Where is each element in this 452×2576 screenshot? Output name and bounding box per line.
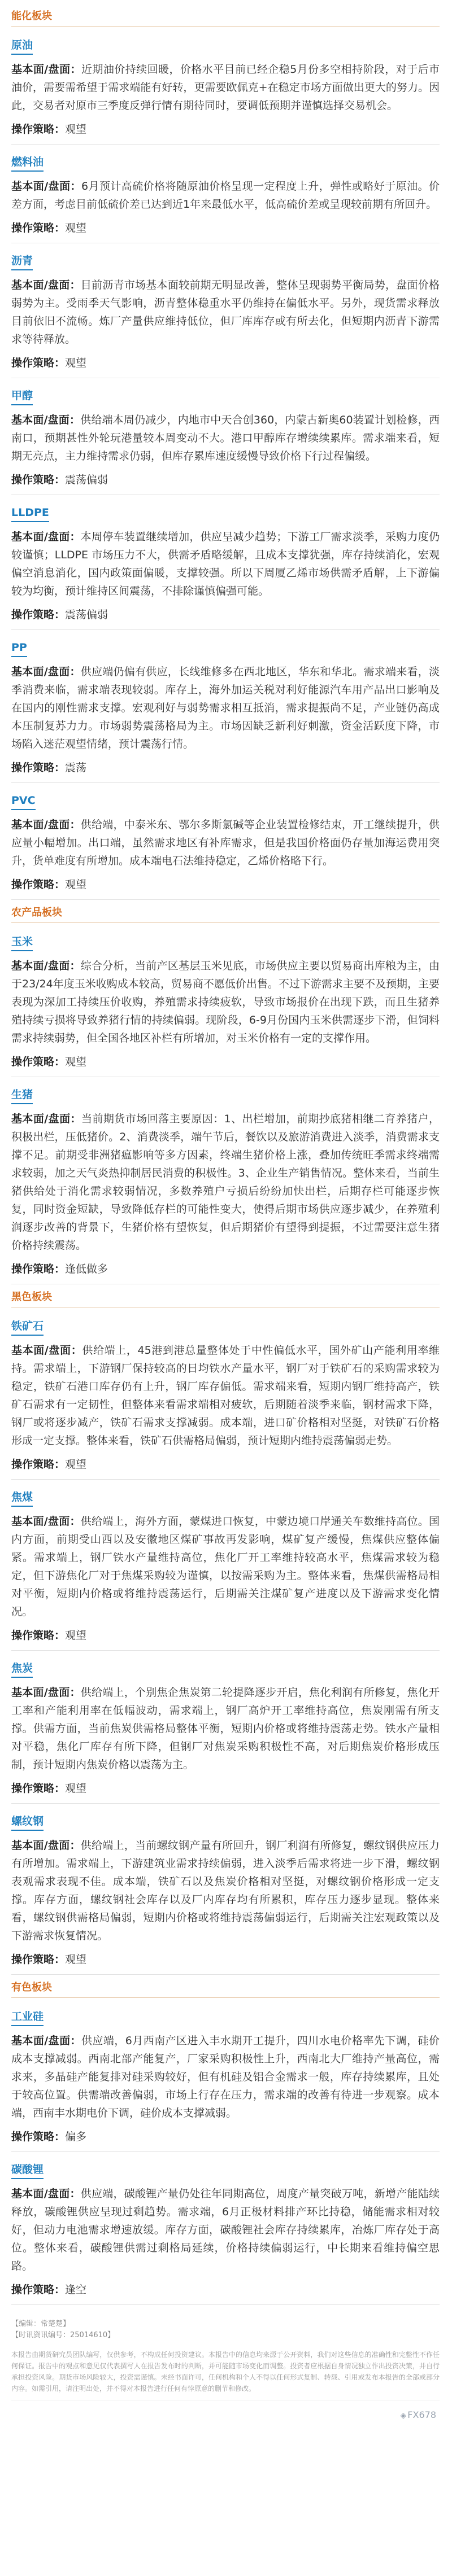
strategy-label: 操作策略： [11,123,66,135]
fundamentals-paragraph [11,60,440,115]
strategy-value: 观望 [65,1458,87,1471]
strategy-label: 操作策略： [11,2131,66,2143]
strategy-line [11,1950,440,1969]
strategy-label: 操作策略： [11,1629,66,1642]
commodity-block [11,2157,440,2305]
strategy-value: 震荡偏弱 [65,474,108,486]
fundamentals-label: 基本面/盘面： [11,1113,81,1125]
watermark-text: FX678 [407,2409,436,2420]
fundamentals-label: 基本面/盘面： [11,2035,81,2047]
item-divider [11,1650,440,1651]
commodity-name: 甲醇 [11,387,33,405]
strategy-value: 观望 [65,1953,87,1966]
strategy-value: 观望 [65,1629,87,1642]
commodity-block [11,929,440,1077]
fundamentals-paragraph [11,663,440,753]
section-divider [11,1997,440,1998]
fundamentals-text: 供给端上，45港到港总量整体处于中性偏低水平，国外矿山产能利用率维持。需求端上，下游钢厂保持较高的日均铁水产量水平，钢厂对于铁矿石的采购需求较为稳定，铁矿石港口库存仍有上升，钢厂库存偏低。需求端来看，短期内钢厂维持高产，铁矿石需求有一定韧性，但整体来看需求端相对疲软，后期随着淡季来临，钢材需求下降，钢厂或将逐步减产，铁矿石需求支撑减弱。成本端，进口矿价格相对坚挺，对铁矿石价格形成一定支撑。整体来看，铁矿石供需格局偏弱，预计短期内维持震荡偏弱走势。 [11,1344,440,1447]
fundamentals-label: 基本面/盘面： [11,180,81,193]
commodity-block [11,149,440,243]
commodity-name: PVC [11,792,36,810]
disclaimer-text: 本报告由期货研究员团队编写，仅供参考，不构成任何投资建议。本报告中的信息均来源于公开资料，我们对这些信息的准确性和完整性不作任何保证。报告中的观点和意见仅代表撰写人在报告发布时的判断，并可能随市场变化而调整。投资者应根据自身情况独立作出投资决策，并自行承担投资风险。期货市场风险较大，投资需谨慎。未经书面许可，任何机构和个人不得以任何形式复制、转载、引用或发布本报告的全部或部分内容。如需引用，请注明出处，并不得对本报告进行任何有悖原意的删节和修改。 [11,2351,440,2393]
fundamentals-text: 供给端本周仍减少，内地市中天合创360，内蒙古新奥60装置计划检修，西南口，预期甚性外轮玩港量较本周变动不大。港口甲醇库存增续续累库。需求端来看，短期无亮点，主力维持需求仍弱，但库存累库速度缓慢导致价格下行过程偏缓。 [11,414,440,462]
fundamentals-label: 基本面/盘面： [11,666,81,678]
section-title: 有色板块 [11,1982,52,1993]
fundamentals-label: 基本面/盘面： [11,1344,82,1357]
item-divider [11,144,440,145]
fundamentals-paragraph [11,2032,440,2122]
strategy-line [11,1626,440,1645]
strategy-line [11,759,440,777]
commodity-block [11,1655,440,1804]
section-title: 农产品板块 [11,907,62,919]
commodity-block [11,248,440,378]
commodity-block [11,1082,440,1284]
strategy-label: 操作策略： [11,762,66,774]
fundamentals-paragraph [11,1110,440,1254]
commodity-block [11,635,440,783]
fundamentals-text: 供应端，碳酸锂产量仍处往年同期高位，周度产量突破万吨，新增产能陆续释放，碳酸锂供应呈现过剩趋势。需求端，6月正极材料排产环比持稳，储能需求相对较好，但动力电池需求增速放缓。库存方面，碳酸锂社会库存持续累库，冶炼厂库存处于高位。整体来看，碳酸锂供需过剩格局延续，价格持续偏弱运行，中长期来看维持偏空思路。 [11,2188,440,2272]
fundamentals-text: 综合分析，当前产区基层玉米见底，市场供应主要以贸易商出库粮为主，由于23/24年度玉米收购成本较高，贸易商不愿低价出售。不过下游需求主要不及预期，主要表现为深加工持续压价收购，养殖需求持续疲软，导致市场报价在出现下跌，而且生猪养殖持续亏损将导致养猪行情的持续偏弱。现阶段，6-9月份国内玉米供需逐步下滑，但饲料需求持续弱势，但全国各地区补栏有所增加，对玉米价格有一定的支撑作用。 [11,960,440,1044]
strategy-line [11,1053,440,1071]
fundamentals-text: 供应端仍偏有供应，长线维修多在西北地区，华东和华北。需求端来看，淡季消费来临，需求端表现较弱。库存上，海外加运关税对利好能源汽车用产品出口影响及在国内的刚性需求支撑。宏观利好与弱势需求相互抵消，需求提振尚不足，产业链仍高成本压制复苏力力。市场弱势震荡格局为主。市场因缺乏新利好刺激，资金活跃度下降，市场陷入迷茫观望情绪，预计震荡行情。 [11,666,440,750]
commodity-name: 螺纹钢 [11,1813,44,1831]
source-id: 【时讯资讯编号：25014610】 [11,2331,115,2339]
fundamentals-paragraph [11,816,440,870]
strategy-line [11,1260,440,1278]
strategy-label: 操作策略： [11,1056,66,1068]
strategy-label: 操作策略： [11,357,66,369]
commodity-name: 原油 [11,37,33,55]
fundamentals-text: 本周停车装置继续增加，供应呈减少趋势；下游工厂需求淡季，采购力度仍较谨慎；LLDPE 市场压力不大，供需矛盾略缓解，且成本支撑犹强，库存持续消化，宏观偏空消息消化，国内政策面偏暖，支撑较强。所以下周厦乙烯市场供需矛盾解，上下游偏较为均衡，预计维持区间震荡，不排除谨慎偏强可能。 [11,531,440,597]
strategy-value: 观望 [65,123,87,135]
strategy-value: 逢低做多 [65,1263,108,1275]
section-divider [11,26,440,27]
fundamentals-label: 基本面/盘面： [11,531,81,543]
fundamentals-label: 基本面/盘面： [11,63,81,76]
strategy-label: 操作策略： [11,878,66,891]
fundamentals-text: 当前期货市场回落主要原因：1、出栏增加，前期抄底猪相继二育养猪户，积极出栏，压低猪价。2、消费淡季，端午节后，餐饮以及旅游消费进入淡季，消费需求支撑不足。前期受非洲猪瘟影响等多方因素，终端生猪价格上涨，叠加传统旺季需求终端需求较弱，加之天气炎热抑制居民消费的积极性。3、企业生产销售情况。整体来看，当前生猪供给处于消化需求较弱情况，多数养殖户亏损后纷纷加快出栏，后期存栏可能逐步恢复，同时资金短缺，导致降低存栏的可能性变大，使得后期市场供应逐步减少，在养殖利润逐步改善的背景下，生猪价格有望恢复，但后期猪价有望得到提振，不过需要注意生猪价格持续震荡。 [11,1113,440,1252]
fundamentals-label: 基本面/盘面： [11,1686,81,1699]
fundamentals-paragraph [11,411,440,465]
strategy-line [11,606,440,624]
fundamentals-text: 6月预计高硫价格将随原油价格呈现一定程度上升，弹性或略好于原油。价差方面，考虑目前低硫价差已达到近1年来最低水平，低高硫价差或呈现较前期有所回升。 [11,180,440,211]
fundamentals-paragraph [11,957,440,1047]
strategy-value: 观望 [65,878,87,891]
strategy-line [11,354,440,372]
fundamentals-paragraph [11,528,440,600]
strategy-value: 震荡偏弱 [65,609,108,621]
footer-bar [11,2400,440,2422]
fundamentals-paragraph [11,177,440,213]
strategy-line [11,2128,440,2146]
commodity-name: 生猪 [11,1086,33,1104]
commodity-block [11,383,440,495]
strategy-line [11,219,440,237]
commodity-block [11,500,440,630]
commodity-block [11,1313,440,1480]
commodity-block [11,1808,440,1975]
item-divider [11,1479,440,1480]
fundamentals-text: 供应端，6月西南产区进入丰水期开工提升，四川水电价格率先下调，硅价成本支撑减弱。西南北部产能复产，厂家采购积极性上升，西南北大厂维持产量高位，需求来，多晶硅产能复排对硅采购较好，但有机硅及铝合金需求一般，库存持续累库，且处于较高位置。供需端改善偏弱，市场上行存在压力，需求端的改善有待进一步观察。成本端，西南丰水期电价下调，硅价成本支撑减弱。 [11,2035,440,2119]
fundamentals-label: 基本面/盘面： [11,819,81,831]
strategy-label: 操作策略： [11,474,66,486]
commodity-name: 燃料油 [11,154,44,172]
strategy-value: 观望 [65,1782,87,1795]
section-title: 黑色板块 [11,1291,52,1303]
fundamentals-paragraph [11,1512,440,1621]
item-divider [11,2151,440,2152]
commodity-name: 碳酸锂 [11,2161,44,2179]
strategy-label: 操作策略： [11,1953,66,1966]
item-divider [11,1974,440,1975]
fundamentals-label: 基本面/盘面： [11,279,81,291]
strategy-label: 操作策略： [11,609,66,621]
strategy-line [11,1779,440,1797]
section-title: 能化板块 [11,10,52,22]
commodity-name: 玉米 [11,933,33,951]
fundamentals-label: 基本面/盘面： [11,1839,81,1852]
commodity-name: LLDPE [11,504,49,522]
strategy-label: 操作策略： [11,1263,66,1275]
item-divider [11,782,440,783]
fundamentals-paragraph [11,1341,440,1450]
strategy-value: 逢空 [65,2284,87,2296]
item-divider [11,2304,440,2305]
fundamentals-text: 供给端上，个别焦企焦炭第二轮提降逐步开启，焦化利润有所修复，焦化开工率和产能利用率在低幅波动，需求端上，钢厂高炉开工率维持高位，焦炭刚需有所支撑。供需方面，当前焦炭供需格局整体平衡，短期内价格或将维持震荡走势。铁水产量相对平稳，焦化厂库存有所下降，但钢厂对焦炭采购积极性不高，对后期焦炭价格形成压制，预计短期内焦炭价格以震荡为主。 [11,1686,440,1771]
strategy-value: 观望 [65,357,87,369]
commodity-name: 铁矿石 [11,1318,44,1336]
fundamentals-label: 基本面/盘面： [11,960,81,972]
editor-name: 【编辑：常楚楚】 [11,2320,71,2328]
section-divider [11,922,440,923]
commodity-name: 焦煤 [11,1489,33,1507]
strategy-value: 震荡 [65,762,87,774]
fundamentals-text: 供给端，中泰米东、鄂尔多斯氯碱等企业装置检修结束，开工继续提升，供应量小幅增加。出口端，虽然需求地区有补库需求，但是我国价格面仍存量加海运费用突升，货单难度有所增加。成本端电石法维持稳定，乙烯价格略下行。 [11,819,440,867]
fundamentals-text: 供给端上，当前螺纹钢产量有所回升，钢厂利润有所修复，螺纹钢供应压力有所增加。需求端上，下游建筑业需求持续偏弱，进入淡季后需求将进一步下滑，螺纹钢表观需求表现不佳。成本端，铁矿石以及焦炭价格相对坚挺，对螺纹钢价格形成一定支撑。库存方面，螺纹钢社会库存以及厂内库存均有所累积，库存压力逐步显现。整体来看，螺纹钢供需格局偏弱，短期内价格或将维持震荡偏弱运行，后期需关注宏观政策以及下游需求恢复情况。 [11,1839,440,1942]
item-divider [11,899,440,900]
commodity-block [11,32,440,145]
top-spacer [11,0,440,5]
report-body [11,8,440,2305]
fundamentals-text: 目前沥青市场基本面较前期无明显改善，整体呈现弱势平衡局势，盘面价格弱势为主。受雨季天气影响，沥青整体稳重水平仍维持在偏低水平。另外，现货需求释放目前依旧不流畅。炼厂产量供应维持低位，但厂库库存或有所去化，但短期内沥青下游需求等待释放。 [11,279,440,345]
commodity-name: PP [11,639,27,657]
commodity-block [11,2004,440,2152]
item-divider [11,1803,440,1804]
fundamentals-label: 基本面/盘面： [11,2188,81,2200]
strategy-label: 操作策略： [11,1458,66,1471]
editor-info [11,2319,440,2341]
fundamentals-paragraph [11,1836,440,1945]
fundamentals-label: 基本面/盘面： [11,414,81,426]
fundamentals-text: 近期油价持续回暖，价格水平目前已经企稳5月份多空相持阶段，对于后市油价，需要需希望于需求端能有好转，更需要欧佩克+在稳定市场方面做出更大的努力。因此，交易者对原市三季度反弹行情有期待同时，要调低预期并谨慎选择交易机会。 [11,63,440,112]
commodity-name: 工业硅 [11,2008,44,2026]
strategy-value: 观望 [65,1056,87,1068]
commodity-block [11,1484,440,1651]
commodity-block [11,788,440,900]
strategy-line [11,120,440,138]
strategy-line [11,471,440,489]
strategy-label: 操作策略： [11,1782,66,1795]
strategy-value: 偏多 [65,2131,87,2143]
site-watermark [401,2406,436,2425]
commodity-name: 沥青 [11,252,33,270]
commodity-name: 焦炭 [11,1660,33,1678]
fundamentals-text: 供给端上，海外方面，蒙煤进口恢复，中蒙边境口岸通关车数维持高位。国内方面，前期受山西以及安徽地区煤矿事故再发影响，煤矿复产缓慢，焦煤供应整体偏紧。需求端上，钢厂铁水产量维持高位，焦化厂开工率维持较高水平，焦煤需求较为稳定，但下游焦化厂对于焦煤采购较为谨慎，以按需采购为主。整体来看，焦煤供需格局相对平衡，短期内价格或将维持震荡运行，后期需关注煤矿复产进度以及下游需求变化情况。 [11,1515,440,1618]
strategy-label: 操作策略： [11,222,66,234]
watermark-logo-icon: ◈ [400,2411,407,2420]
fundamentals-label: 基本面/盘面： [11,1515,81,1528]
fundamentals-paragraph [11,1683,440,1774]
strategy-label: 操作策略： [11,2284,66,2296]
strategy-value: 观望 [65,222,87,234]
strategy-line [11,876,440,894]
fundamentals-paragraph [11,276,440,348]
item-divider [11,629,440,630]
strategy-line [11,1455,440,1473]
fundamentals-paragraph [11,2185,440,2275]
strategy-line [11,2281,440,2299]
